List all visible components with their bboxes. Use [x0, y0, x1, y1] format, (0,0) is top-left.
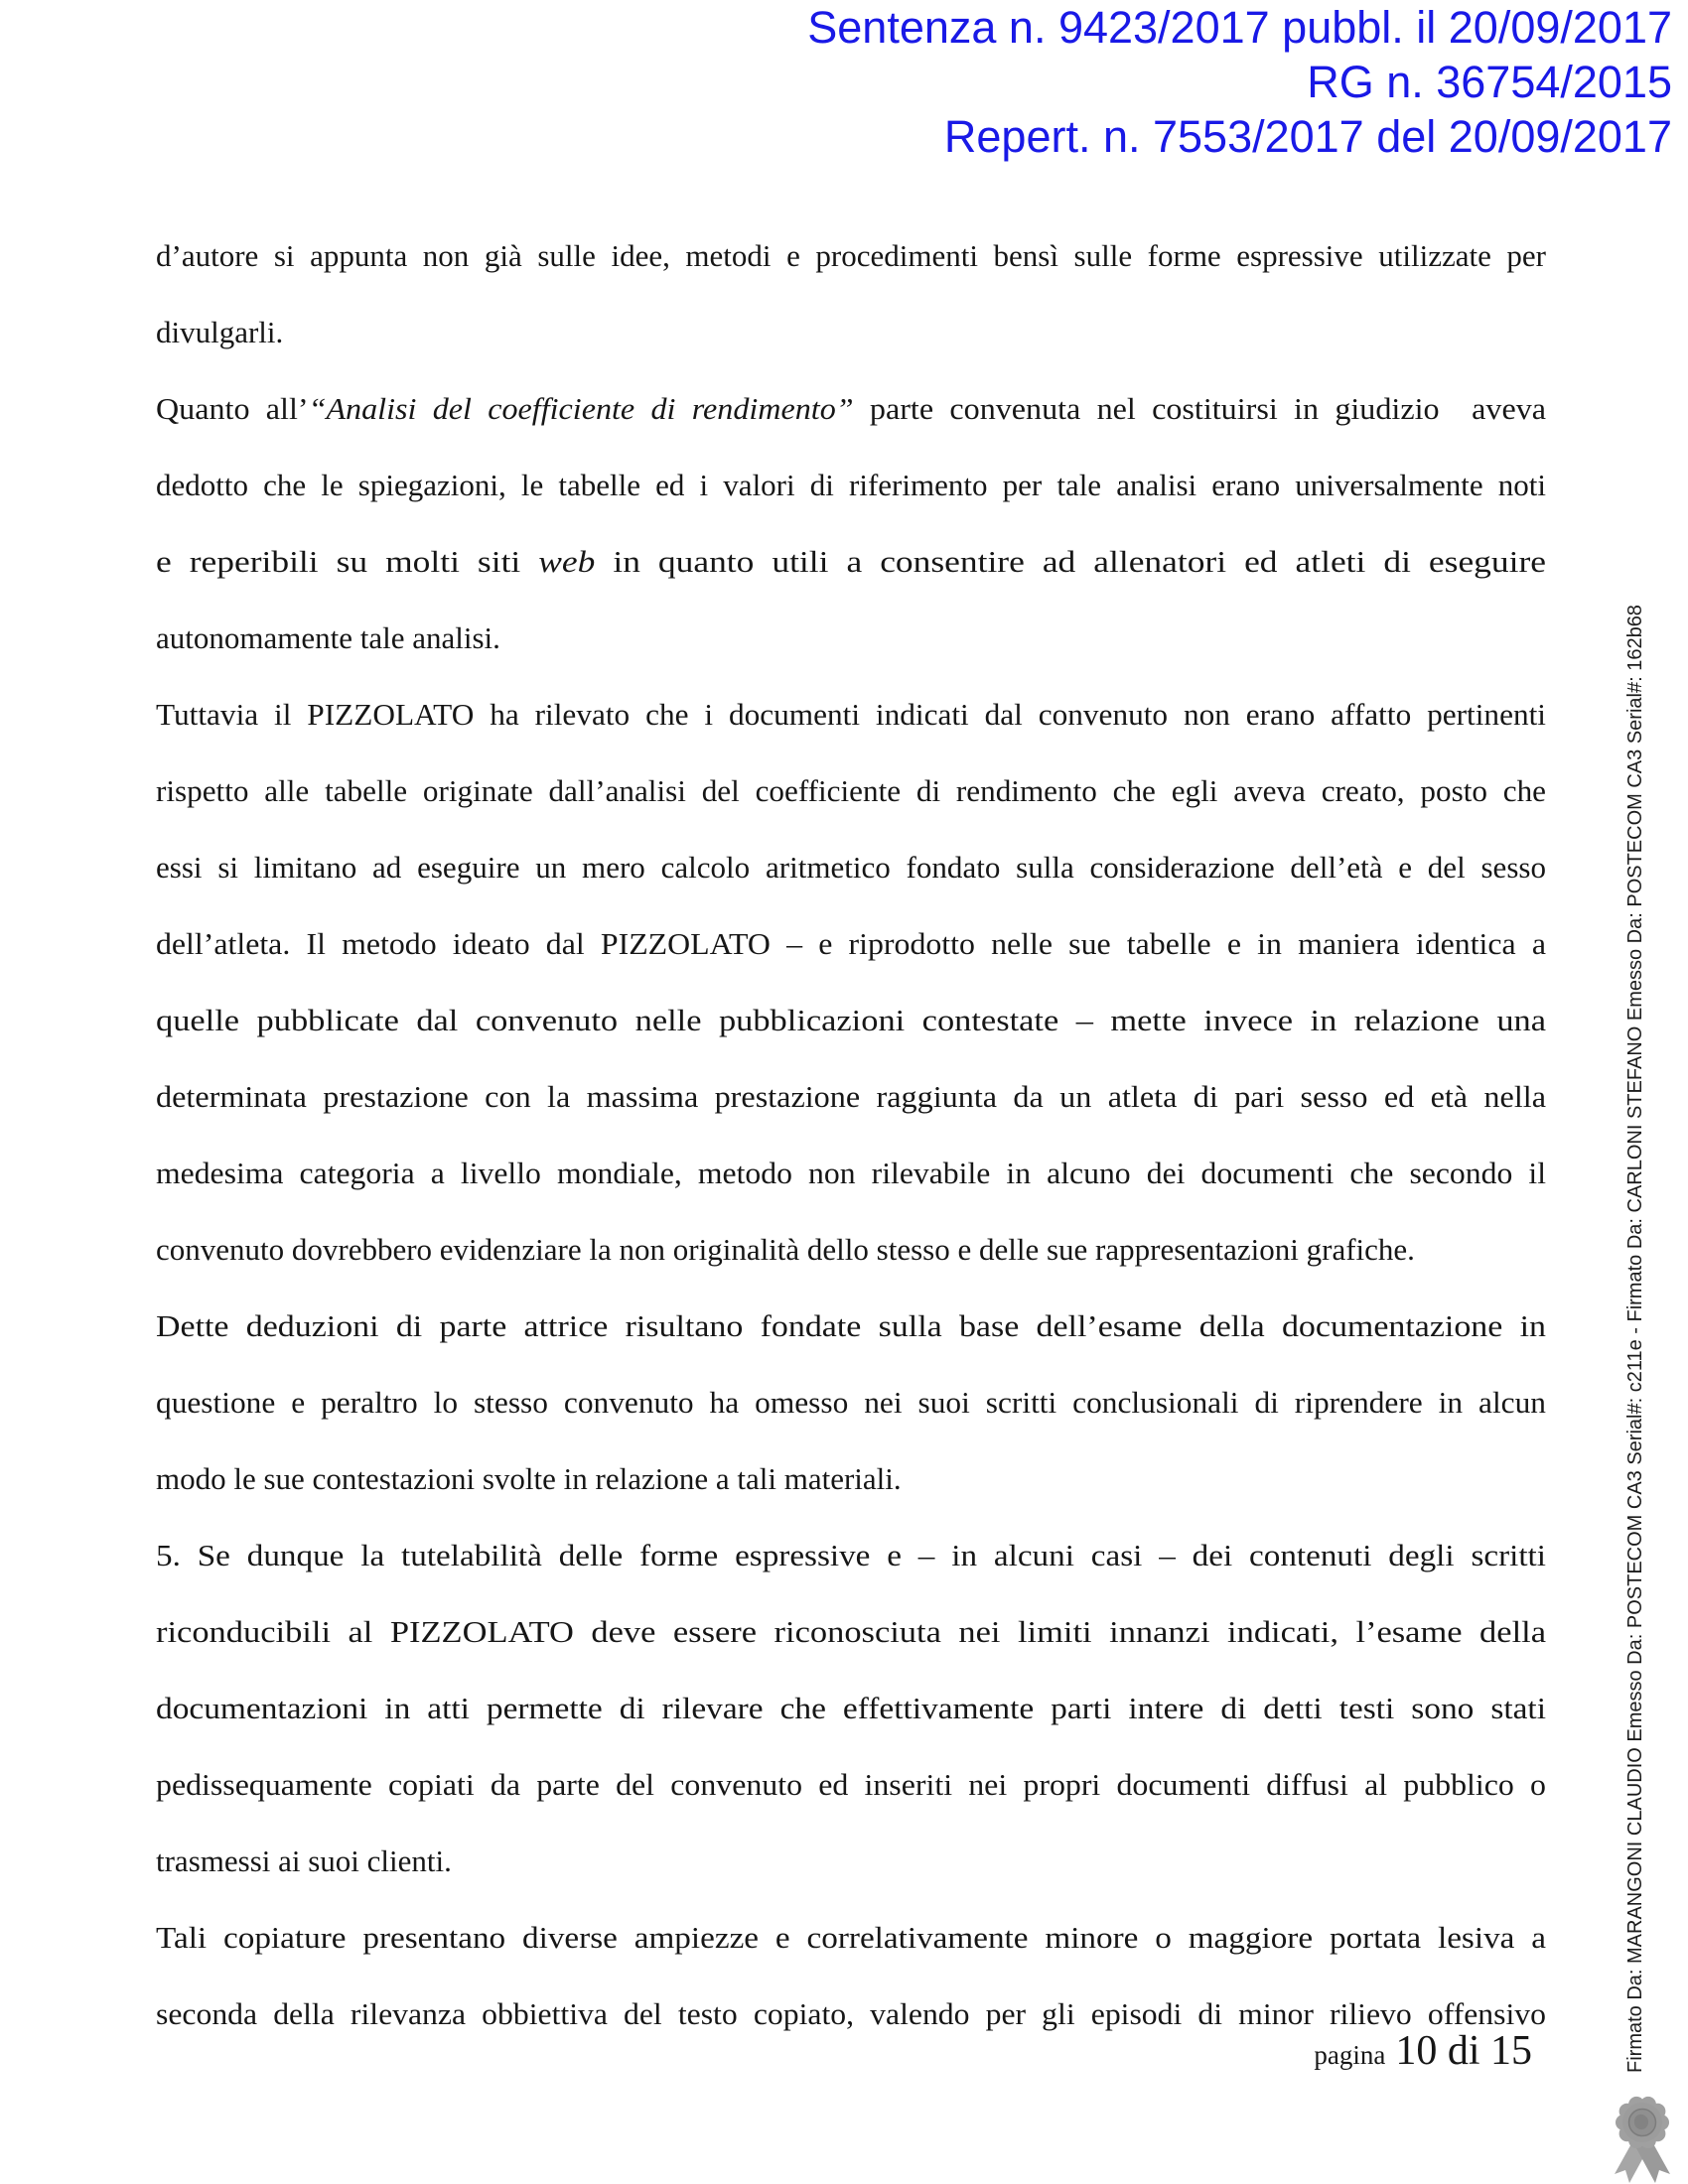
text-line: trasmessi ai suoi clienti. — [156, 1843, 452, 1878]
text-line: seconda della rilevanza obbiettiva del testo copiato, valendo per gli episodi di minor rilievo offensivo — [156, 1996, 1546, 2031]
text-line: Quanto all’“Analisi del coefficiente di rendimento” parte convenuta nel costituirsi in giudizio aveva — [156, 391, 1546, 426]
text-line: divulgarli. — [156, 315, 284, 349]
text-line: riconducibili al PIZZOLATO deve essere riconosciuta nei limiti innanzi indicati, l’esame della — [156, 1614, 1546, 1649]
text-line: modo le sue contestazioni svolte in relazione a tali materiali. — [156, 1461, 902, 1496]
text-line: medesima categoria a livello mondiale, metodo non rilevabile in alcuno dei documenti che secondo il — [156, 1156, 1546, 1190]
header-line-sentenza: Sentenza n. 9423/2017 pubbl. il 20/09/2017 — [807, 2, 1672, 53]
text-line: e reperibili su molti siti web in quanto utili a consentire ad allenatori ed atleti di eseguire — [156, 544, 1546, 579]
text-line: dedotto che le spiegazioni, le tabelle ed i valori di riferimento per tale analisi erano universalmente noti — [156, 468, 1546, 502]
text-line: rispetto alle tabelle originate dall’analisi del coefficiente di rendimento che egli aveva creato, posto che — [156, 773, 1546, 808]
text-line: Tali copiature presentano diverse ampiezze e correlativamente minore o maggiore portata lesiva a — [156, 1920, 1546, 1955]
text-line: Dette deduzioni di parte attrice risultano fondate sulla base dell’esame della documentazione in — [156, 1308, 1546, 1343]
page-footer — [1314, 2027, 1532, 2075]
text-line: 5. Se dunque la tutelabilità delle forme espressive e – in alcuni casi – dei contenuti degli scritti — [156, 1538, 1547, 1572]
text-line: Tuttavia il PIZZOLATO ha rilevato che i documenti indicati dal convenuto non erano affatto pertinenti — [156, 697, 1546, 732]
document-body — [156, 217, 1546, 2052]
text-line: documentazioni in atti permette di rilevare che effettivamente parti intere di detti testi sono stati — [156, 1691, 1546, 1725]
text-line: pedissequamente copiati da parte del convenuto ed inseriti nei propri documenti diffusi al pubblico o — [156, 1767, 1546, 1802]
text-line: determinata prestazione con la massima prestazione raggiunta da un atleta di pari sesso ed età nella — [156, 1079, 1546, 1114]
page-number: 10 di 15 — [1395, 2028, 1532, 2074]
text-line: questione e peraltro lo stesso convenuto ha omesso nei suoi scritti conclusionali di riprendere in alcun — [156, 1385, 1547, 1420]
header-line-rg: RG n. 36754/2015 — [1307, 57, 1672, 107]
text-line: quelle pubblicate dal convenuto nelle pubblicazioni contestate – mette invece in relazione una — [156, 1003, 1546, 1037]
text-line: essi si limitano ad eseguire un mero calcolo aritmetico fondato sulla considerazione dell’età e del sesso — [156, 850, 1547, 885]
text-line: convenuto dovrebbero evidenziare la non originalità dello stesso e delle sue rappresentazioni grafiche. — [156, 1232, 1415, 1267]
document-header — [807, 0, 1672, 164]
header-line-repert: Repert. n. 7553/2017 del 20/09/2017 — [943, 111, 1672, 162]
text-line: d’autore si appunta non già sulle idee, metodi e procedimenti bensì sulle forme espressive utilizzate per — [156, 238, 1546, 273]
text-line: autonomamente tale analisi. — [156, 620, 500, 655]
ribbon-seal-icon — [1603, 2093, 1682, 2184]
page-label: pagina — [1314, 2040, 1386, 2070]
digital-signature-text: Firmato Da: MARANGONI CLAUDIO Emesso Da: POSTECOM CA3 Serial#: c211e - Firmato Da: CARLONI STEFANO Emesso Da: POSTECOM CA3 Serial#: 162b68 — [1624, 605, 1646, 2073]
text-line: dell’atleta. Il metodo ideato dal PIZZOLATO – e riprodotto nelle sue tabelle e in maniera identica a — [156, 926, 1546, 961]
